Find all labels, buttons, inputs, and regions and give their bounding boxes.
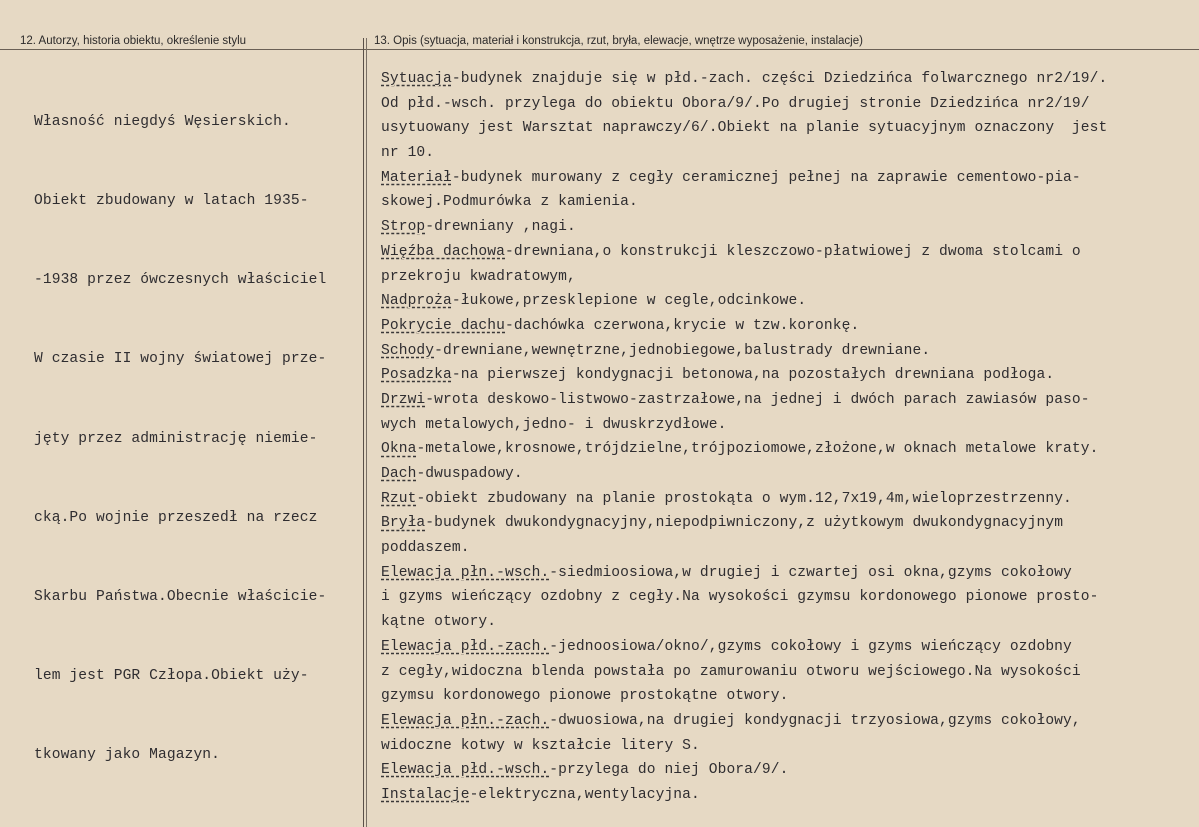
description-rest: -budynek znajduje się w płd.-zach. części Dziedzińca folwarcznego nr2/19/. xyxy=(451,71,1108,87)
description-line xyxy=(381,783,1107,808)
description-line xyxy=(381,585,1107,610)
history-line: cką.Po wojnie przeszedł na rzecz xyxy=(34,509,318,526)
description-line xyxy=(381,363,1107,388)
history-line: Skarbu Państwa.Obecnie właściciе- xyxy=(34,589,327,606)
description-line xyxy=(381,339,1107,364)
description-rest: -przylega do niej Obora/9/. xyxy=(549,762,789,779)
header-rule xyxy=(0,49,1199,50)
description-line xyxy=(381,511,1107,536)
description-term: Okna xyxy=(381,441,417,458)
description-term: Schody xyxy=(381,342,435,359)
history-line: W czasie II wojny światowej prze- xyxy=(34,351,327,368)
description-rest: -budynek dwukondygnacyjny,niepodpiwniczony,z użytkowym dwukondygnacyjnym xyxy=(425,515,1064,532)
history-text xyxy=(34,56,326,822)
description-rest: -elektryczna,wentylacyjna. xyxy=(469,786,700,803)
description-term: Dach xyxy=(381,466,417,482)
description-term: Pokrycie dachu xyxy=(381,317,506,334)
right-column-heading: 13. Opis (sytuacja, materiał i konstrukcja, rzut, bryła, elewacje, wnętrze wyposażenie, instalacje) xyxy=(374,35,863,47)
description-rest: nr 10. xyxy=(381,145,435,162)
description-line xyxy=(381,561,1107,586)
description-term: Strop xyxy=(381,219,426,236)
description-line xyxy=(381,67,1107,92)
description-line xyxy=(381,215,1107,240)
description-line xyxy=(381,141,1107,166)
description-line xyxy=(381,437,1107,462)
description-line xyxy=(381,92,1107,117)
description-rest: poddaszem. xyxy=(381,540,470,557)
description-rest: -drewniany ,nagi. xyxy=(425,219,576,236)
description-rest: -dwuspadowy. xyxy=(416,466,523,482)
description-rest: i gzyms wieńczący ozdobny z cegły.Na wysokości gzymsu kordonowego pionowe prosto- xyxy=(381,589,1099,606)
description-term: Posadzka xyxy=(381,367,452,384)
description-term: Rzut xyxy=(381,490,417,507)
description-rest: usytuowany jest Warsztat naprawczy/6/.Obiekt na planie sytuacyjnym oznaczony jest xyxy=(381,120,1108,137)
description-rest: kątne otwory. xyxy=(381,614,497,631)
description-rest: -drewniana,o konstrukcji kleszczowo-płatwiowej z dwoma stolcami o xyxy=(505,243,1081,260)
description-term: Sytuacja xyxy=(381,71,452,87)
column-divider-shadow xyxy=(366,38,367,827)
description-rest: -metalowe,krosnowe,trójdzielne,trójpoziomowe,złożone,w oknach metalowe kraty. xyxy=(416,441,1099,458)
description-rest: wych metalowych,jedno- i dwuskrzydłowe. xyxy=(381,416,727,433)
history-line: jęty przez administrację niemie- xyxy=(34,430,318,447)
description-line xyxy=(381,116,1107,141)
history-line: tkowany jako Magazyn. xyxy=(34,747,221,764)
description-line xyxy=(381,190,1107,215)
description-rest: -dwuosiowa,na drugiej kondygnacji trzyosiowa,gzyms cokołowy, xyxy=(549,712,1081,729)
description-rest: Od płd.-wsch. przylega do obiektu Obora/9/.Po drugiej stronie Dziedzińca nr2/19/ xyxy=(381,95,1090,112)
description-term: Elewacja płd.-zach. xyxy=(381,638,550,655)
description-rest: -na pierwszej kondygnacji betonowa,na pozostałych drewniana podłoga. xyxy=(451,367,1055,384)
description-line xyxy=(381,289,1107,314)
description-line xyxy=(381,635,1107,660)
description-line xyxy=(381,240,1107,265)
history-line: -1938 przez ówczesnych właściciel xyxy=(34,272,327,289)
description-term: Elewacja płn.-zach. xyxy=(381,712,550,729)
description-line xyxy=(381,388,1107,413)
history-line: lem jest PGR Człopa.Obiekt uży- xyxy=(34,668,309,685)
description-line xyxy=(381,536,1107,561)
description-line xyxy=(381,166,1107,191)
description-line xyxy=(381,758,1107,783)
left-column-heading: 12. Autorzy, historia obiektu, określenie stylu xyxy=(20,35,247,47)
description-term: Instalacje xyxy=(381,786,470,803)
description-rest: -łukowe,przesklepione w cegle,odcinkowe. xyxy=(451,293,807,310)
description-rest: -siedmioosiowa,w drugiej i czwartej osi okna,gzyms cokołowy xyxy=(549,564,1072,581)
description-line xyxy=(381,734,1107,759)
description-term: Materiał xyxy=(381,169,452,186)
description-rest: gzymsu kordonowego pionowe prostokątne otwory. xyxy=(381,688,789,705)
description-term: Elewacja płd.-wsch. xyxy=(381,762,550,779)
description-rest: widoczne kotwy w kształcie litery S. xyxy=(381,737,700,754)
description-rest: -dachówka czerwona,krycie w tzw.koronkę. xyxy=(505,317,860,334)
description-line xyxy=(381,610,1107,635)
description-line xyxy=(381,487,1107,512)
description-rest: -jednoosiowa/okno/,gzyms cokołowy i gzyms wieńczący ozdobny xyxy=(549,638,1072,655)
description-line xyxy=(381,314,1107,339)
description-rest: -wrota deskowo-listwowo-zastrzałowe,na jednej i dwóch parach zawiasów paso- xyxy=(425,391,1090,408)
description-term: Więźba dachowa xyxy=(381,243,506,260)
description-rest: przekroju kwadratowym, xyxy=(381,268,576,285)
description-rest: z cegły,widoczna blenda powstała po zamurowaniu otworu wejściowego.Na wysokości xyxy=(381,663,1081,680)
description-term: Nadproża xyxy=(381,293,452,310)
description-line xyxy=(381,684,1107,709)
description-term: Elewacja płn.-wsch. xyxy=(381,564,550,581)
description-term: Bryła xyxy=(381,515,426,532)
description-text xyxy=(381,67,1107,808)
column-divider xyxy=(363,38,364,827)
description-line xyxy=(381,660,1107,685)
description-rest: -budynek murowany z cegły ceramicznej pełnej na zaprawie cementowo-pia- xyxy=(451,169,1081,186)
description-rest: skowej.Podmurówka z kamienia. xyxy=(381,194,638,211)
description-rest: -drewniane,wewnętrzne,jednobiegowe,balustrady drewniane. xyxy=(434,342,931,359)
description-line xyxy=(381,709,1107,734)
history-line: Obiekt zbudowany w latach 1935- xyxy=(34,193,309,210)
description-rest: -obiekt zbudowany na planie prostokąta o wym.12,7x19,4m,wieloprzestrzenny. xyxy=(416,490,1072,507)
description-line xyxy=(381,462,1107,487)
description-line xyxy=(381,265,1107,290)
description-line xyxy=(381,413,1107,438)
description-term: Drzwi xyxy=(381,391,426,408)
history-line: Własność niegdyś Węsierskich. xyxy=(34,113,291,130)
